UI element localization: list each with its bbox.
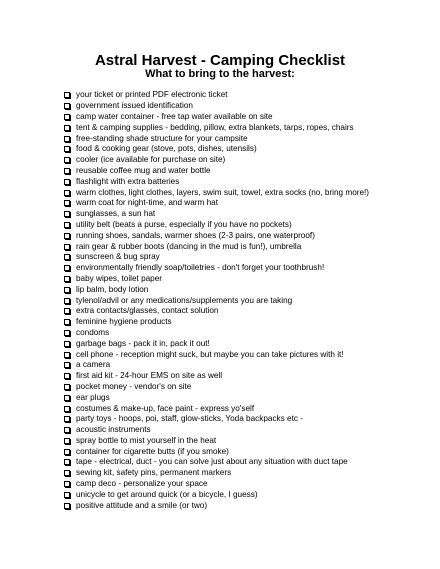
checklist-item-label: environmentally friendly soap/toiletries - don't forget your toothbrush! (76, 263, 325, 273)
checklist-item (64, 90, 434, 101)
checklist-item (64, 198, 434, 209)
checklist-item (64, 425, 434, 436)
checkbox-icon (64, 352, 70, 358)
checklist-item (64, 241, 434, 252)
checkbox-icon (64, 103, 70, 109)
checklist-item (64, 220, 434, 231)
checklist-item-label: sunscreen & bug spray (76, 252, 160, 262)
checklist-item-label: unicycle to get around quick (or a bicycle, I guess) (76, 489, 258, 499)
page-title: Astral Harvest - Camping Checklist (94, 52, 346, 69)
checkbox-icon (64, 449, 70, 455)
checkbox-icon (64, 416, 70, 422)
checkbox-icon (64, 438, 70, 444)
checklist-item (64, 133, 434, 144)
checklist-item (64, 436, 434, 447)
checklist-item-label: pocket money - vendor's on site (76, 381, 192, 391)
checkbox-icon (64, 125, 70, 131)
checklist-item-label: spray bottle to mist yourself in the heat (76, 435, 217, 445)
checklist-item (64, 187, 434, 198)
checklist-item-label: baby wipes, toilet paper (76, 273, 163, 283)
checklist (64, 90, 434, 511)
checkbox-icon (64, 146, 70, 152)
checkbox-icon (64, 319, 70, 325)
checklist-item-label: tent & camping supplies - bedding, pillow, extra blankets, tarps, ropes, chairs (76, 122, 354, 132)
checklist-item-label: warm coat for night-time, and warm hat (76, 198, 218, 208)
checklist-item-label: extra contacts/glasses, contact solution (76, 306, 219, 316)
checklist-item-label: lip balm, body lotion (76, 284, 149, 294)
checkbox-icon (64, 373, 70, 379)
checklist-item (64, 209, 434, 220)
checklist-item-label: party toys - hoops, poi, staff, glow-sticks, Yoda backpacks etc - (76, 414, 303, 424)
checkbox-icon (64, 406, 70, 412)
checklist-item-label: flashlight with extra batteries (76, 176, 180, 186)
checklist-item (64, 166, 434, 177)
checkbox-icon (64, 503, 70, 509)
checklist-item (64, 144, 434, 155)
checklist-item-label: a camera (76, 360, 111, 370)
checklist-item (64, 446, 434, 457)
checklist-item (64, 112, 434, 123)
checklist-item-label: reusable coffee mug and water bottle (76, 165, 211, 175)
checklist-item-label: cooler (ice available for purchase on site) (76, 155, 226, 165)
checklist-item (64, 489, 434, 500)
checklist-item (64, 230, 434, 241)
checklist-item (64, 468, 434, 479)
checklist-item-label: costumes & make-up, face paint - express yo'self (76, 403, 255, 413)
checkbox-icon (64, 470, 70, 476)
checkbox-icon (64, 427, 70, 433)
checklist-item-label: container for cigarette butts (if you smoke) (76, 446, 229, 456)
checklist-item-label: camp deco - personalize your space (76, 479, 208, 489)
checklist-item (64, 252, 434, 263)
checkbox-icon (64, 254, 70, 260)
checkbox-icon (64, 287, 70, 293)
checkbox-icon (64, 179, 70, 185)
page-subtitle: What to bring to the harvest: (145, 68, 295, 80)
checkbox-icon (64, 492, 70, 498)
checklist-item-label: your ticket or printed PDF electronic ticket (76, 90, 228, 100)
checkbox-icon (64, 330, 70, 336)
checkbox-icon (64, 168, 70, 174)
checklist-item-label: tylenol/advil or any medications/supplements you are taking (76, 295, 293, 305)
checklist-item-label: cell phone - reception might suck, but maybe you can take pictures with it! (76, 349, 344, 359)
checklist-item (64, 122, 434, 133)
checkbox-icon (64, 298, 70, 304)
checkbox-icon (64, 395, 70, 401)
checklist-item (64, 392, 434, 403)
checklist-item-label: acoustic instruments (76, 425, 151, 435)
checklist-item (64, 360, 434, 371)
checklist-item (64, 403, 434, 414)
checkbox-icon (64, 114, 70, 120)
checkbox-icon (64, 136, 70, 142)
checklist-item (64, 317, 434, 328)
checklist-item-label: positive attitude and a smile (or two) (76, 500, 208, 510)
checklist-item (64, 176, 434, 187)
checklist-item-label: utility belt (beats a purse, especially if you have no pockets) (76, 219, 292, 229)
checkbox-icon (64, 190, 70, 196)
checklist-item-label: feminine hygiene products (76, 317, 172, 327)
checklist-item-label: condoms (76, 327, 110, 337)
checkbox-icon (64, 276, 70, 282)
checkbox-icon (64, 481, 70, 487)
checkbox-icon (64, 459, 70, 465)
checklist-item (64, 479, 434, 490)
checklist-item (64, 414, 434, 425)
checklist-item-label: tape - electrical, duct - you can solve just about any situation with duct tape (76, 457, 348, 467)
checkbox-icon (64, 308, 70, 314)
checklist-item (64, 457, 434, 468)
checklist-item (64, 295, 434, 306)
checklist-item-label: government issued identification (76, 101, 193, 111)
checklist-item (64, 500, 434, 511)
checkbox-icon (64, 157, 70, 163)
checklist-item (64, 274, 434, 285)
checklist-item (64, 382, 434, 393)
checklist-item-label: rain gear & rubber boots (dancing in the mud is fun!), umbrella (76, 241, 302, 251)
checklist-item (64, 155, 434, 166)
checklist-item (64, 328, 434, 339)
checkbox-icon (64, 384, 70, 390)
checkbox-icon (64, 233, 70, 239)
checkbox-icon (64, 244, 70, 250)
checkbox-icon (64, 265, 70, 271)
checklist-item-label: first aid kit - 24-hour EMS on site as well (76, 371, 223, 381)
checklist-item-label: garbage bags - pack it in, pack it out! (76, 338, 210, 348)
checklist-item (64, 371, 434, 382)
checklist-item-label: sunglasses, a sun hat (76, 209, 156, 219)
checkbox-icon (64, 362, 70, 368)
checklist-item (64, 349, 434, 360)
checklist-item (64, 306, 434, 317)
checklist-item-label: warm clothes, light clothes, layers, swim suit, towel, extra socks (no, bring more!) (76, 187, 370, 197)
checklist-item-label: ear plugs (76, 392, 110, 402)
checklist-item-label: camp water container - free tap water available on site (76, 111, 273, 121)
checkbox-icon (64, 92, 70, 98)
checklist-item (64, 338, 434, 349)
checkbox-icon (64, 222, 70, 228)
checklist-item-label: running shoes, sandals, warmer shoes (2-3 pairs, one waterproof) (76, 230, 315, 240)
checkbox-icon (64, 200, 70, 206)
checklist-item (64, 263, 434, 274)
checklist-item (64, 284, 434, 295)
checklist-item-label: food & cooking gear (stove, pots, dishes, utensils) (76, 144, 257, 154)
checkbox-icon (64, 341, 70, 347)
checkbox-icon (64, 211, 70, 217)
checklist-item-label: free-standing shade structure for your campsite (76, 133, 248, 143)
checklist-item (64, 101, 434, 112)
checklist-item-label: sewing kit, safety pins, permanent markers (76, 468, 232, 478)
